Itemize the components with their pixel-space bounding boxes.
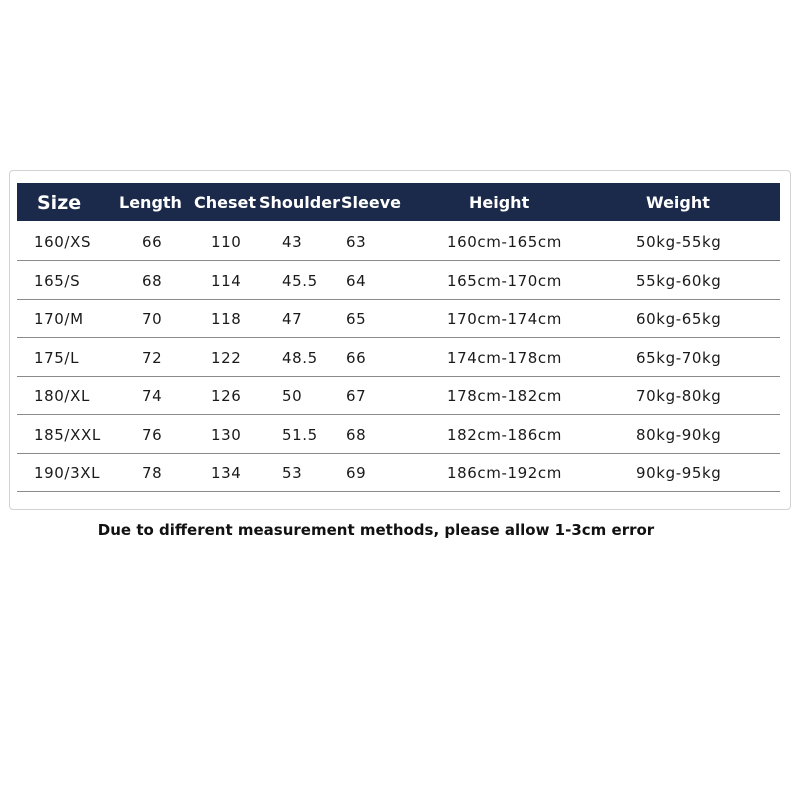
cell-sleeve: 67 [346, 387, 367, 405]
table-row [17, 262, 780, 300]
row-divider [17, 491, 780, 492]
header-shoulder: Shoulder [259, 193, 340, 212]
cell-sleeve: 65 [346, 310, 367, 328]
cell-height: 160cm-165cm [447, 233, 562, 251]
cell-shoulder: 43 [282, 233, 303, 251]
cell-length: 72 [142, 348, 163, 367]
cell-length: 76 [142, 425, 163, 444]
measurement-note: Due to different measurement methods, please allow 1-3cm error [97, 521, 655, 539]
cell-weight: 60kg-65kg [636, 310, 722, 328]
cell-weight: 50kg-55kg [636, 233, 722, 251]
cell-shoulder: 45.5 [282, 271, 318, 290]
cell-size: 160/XS [34, 233, 92, 251]
cell-weight: 80kg-90kg [636, 425, 722, 444]
cell-height: 170cm-174cm [447, 310, 562, 328]
cell-weight: 90kg-95kg [636, 464, 722, 482]
table-header [17, 183, 780, 221]
cell-length: 66 [142, 233, 163, 251]
header-weight: Weight [646, 193, 710, 212]
cell-sleeve: 64 [346, 271, 367, 290]
table-row [17, 223, 780, 261]
cell-cheset: 122 [211, 348, 242, 367]
cell-sleeve: 63 [346, 233, 367, 251]
cell-cheset: 130 [211, 425, 242, 444]
cell-cheset: 118 [211, 310, 242, 328]
cell-cheset: 134 [211, 464, 242, 482]
cell-shoulder: 50 [282, 387, 303, 405]
cell-sleeve: 68 [346, 425, 367, 444]
cell-shoulder: 51.5 [282, 425, 318, 444]
cell-size: 185/XXL [34, 425, 101, 444]
cell-cheset: 126 [211, 387, 242, 405]
cell-size: 165/S [34, 271, 81, 290]
header-sleeve: Sleeve [341, 193, 401, 212]
table-row [17, 300, 780, 338]
cell-size: 190/3XL [34, 464, 101, 482]
cell-size: 180/XL [34, 387, 90, 405]
header-size: Size [37, 192, 82, 214]
cell-sleeve: 69 [346, 464, 367, 482]
header-cheset: Cheset [194, 193, 257, 212]
cell-cheset: 110 [211, 233, 242, 251]
table-row [17, 416, 780, 454]
cell-length: 70 [142, 310, 163, 328]
cell-height: 178cm-182cm [447, 387, 562, 405]
cell-shoulder: 47 [282, 310, 303, 328]
header-length: Length [119, 193, 182, 212]
cell-height: 182cm-186cm [447, 425, 562, 444]
cell-height: 165cm-170cm [447, 271, 562, 290]
cell-weight: 55kg-60kg [636, 271, 722, 290]
table-row [17, 377, 780, 415]
cell-height: 186cm-192cm [447, 464, 562, 482]
cell-shoulder: 53 [282, 464, 303, 482]
cell-height: 174cm-178cm [447, 348, 562, 367]
header-height: Height [469, 193, 530, 212]
cell-weight: 70kg-80kg [636, 387, 722, 405]
cell-length: 68 [142, 271, 163, 290]
cell-sleeve: 66 [346, 348, 367, 367]
table-row [17, 454, 780, 492]
cell-size: 175/L [34, 348, 80, 367]
cell-cheset: 114 [211, 271, 242, 290]
table-row [17, 339, 780, 377]
cell-weight: 65kg-70kg [636, 348, 722, 367]
cell-length: 74 [142, 387, 163, 405]
cell-size: 170/M [34, 310, 84, 328]
cell-length: 78 [142, 464, 163, 482]
cell-shoulder: 48.5 [282, 348, 318, 367]
